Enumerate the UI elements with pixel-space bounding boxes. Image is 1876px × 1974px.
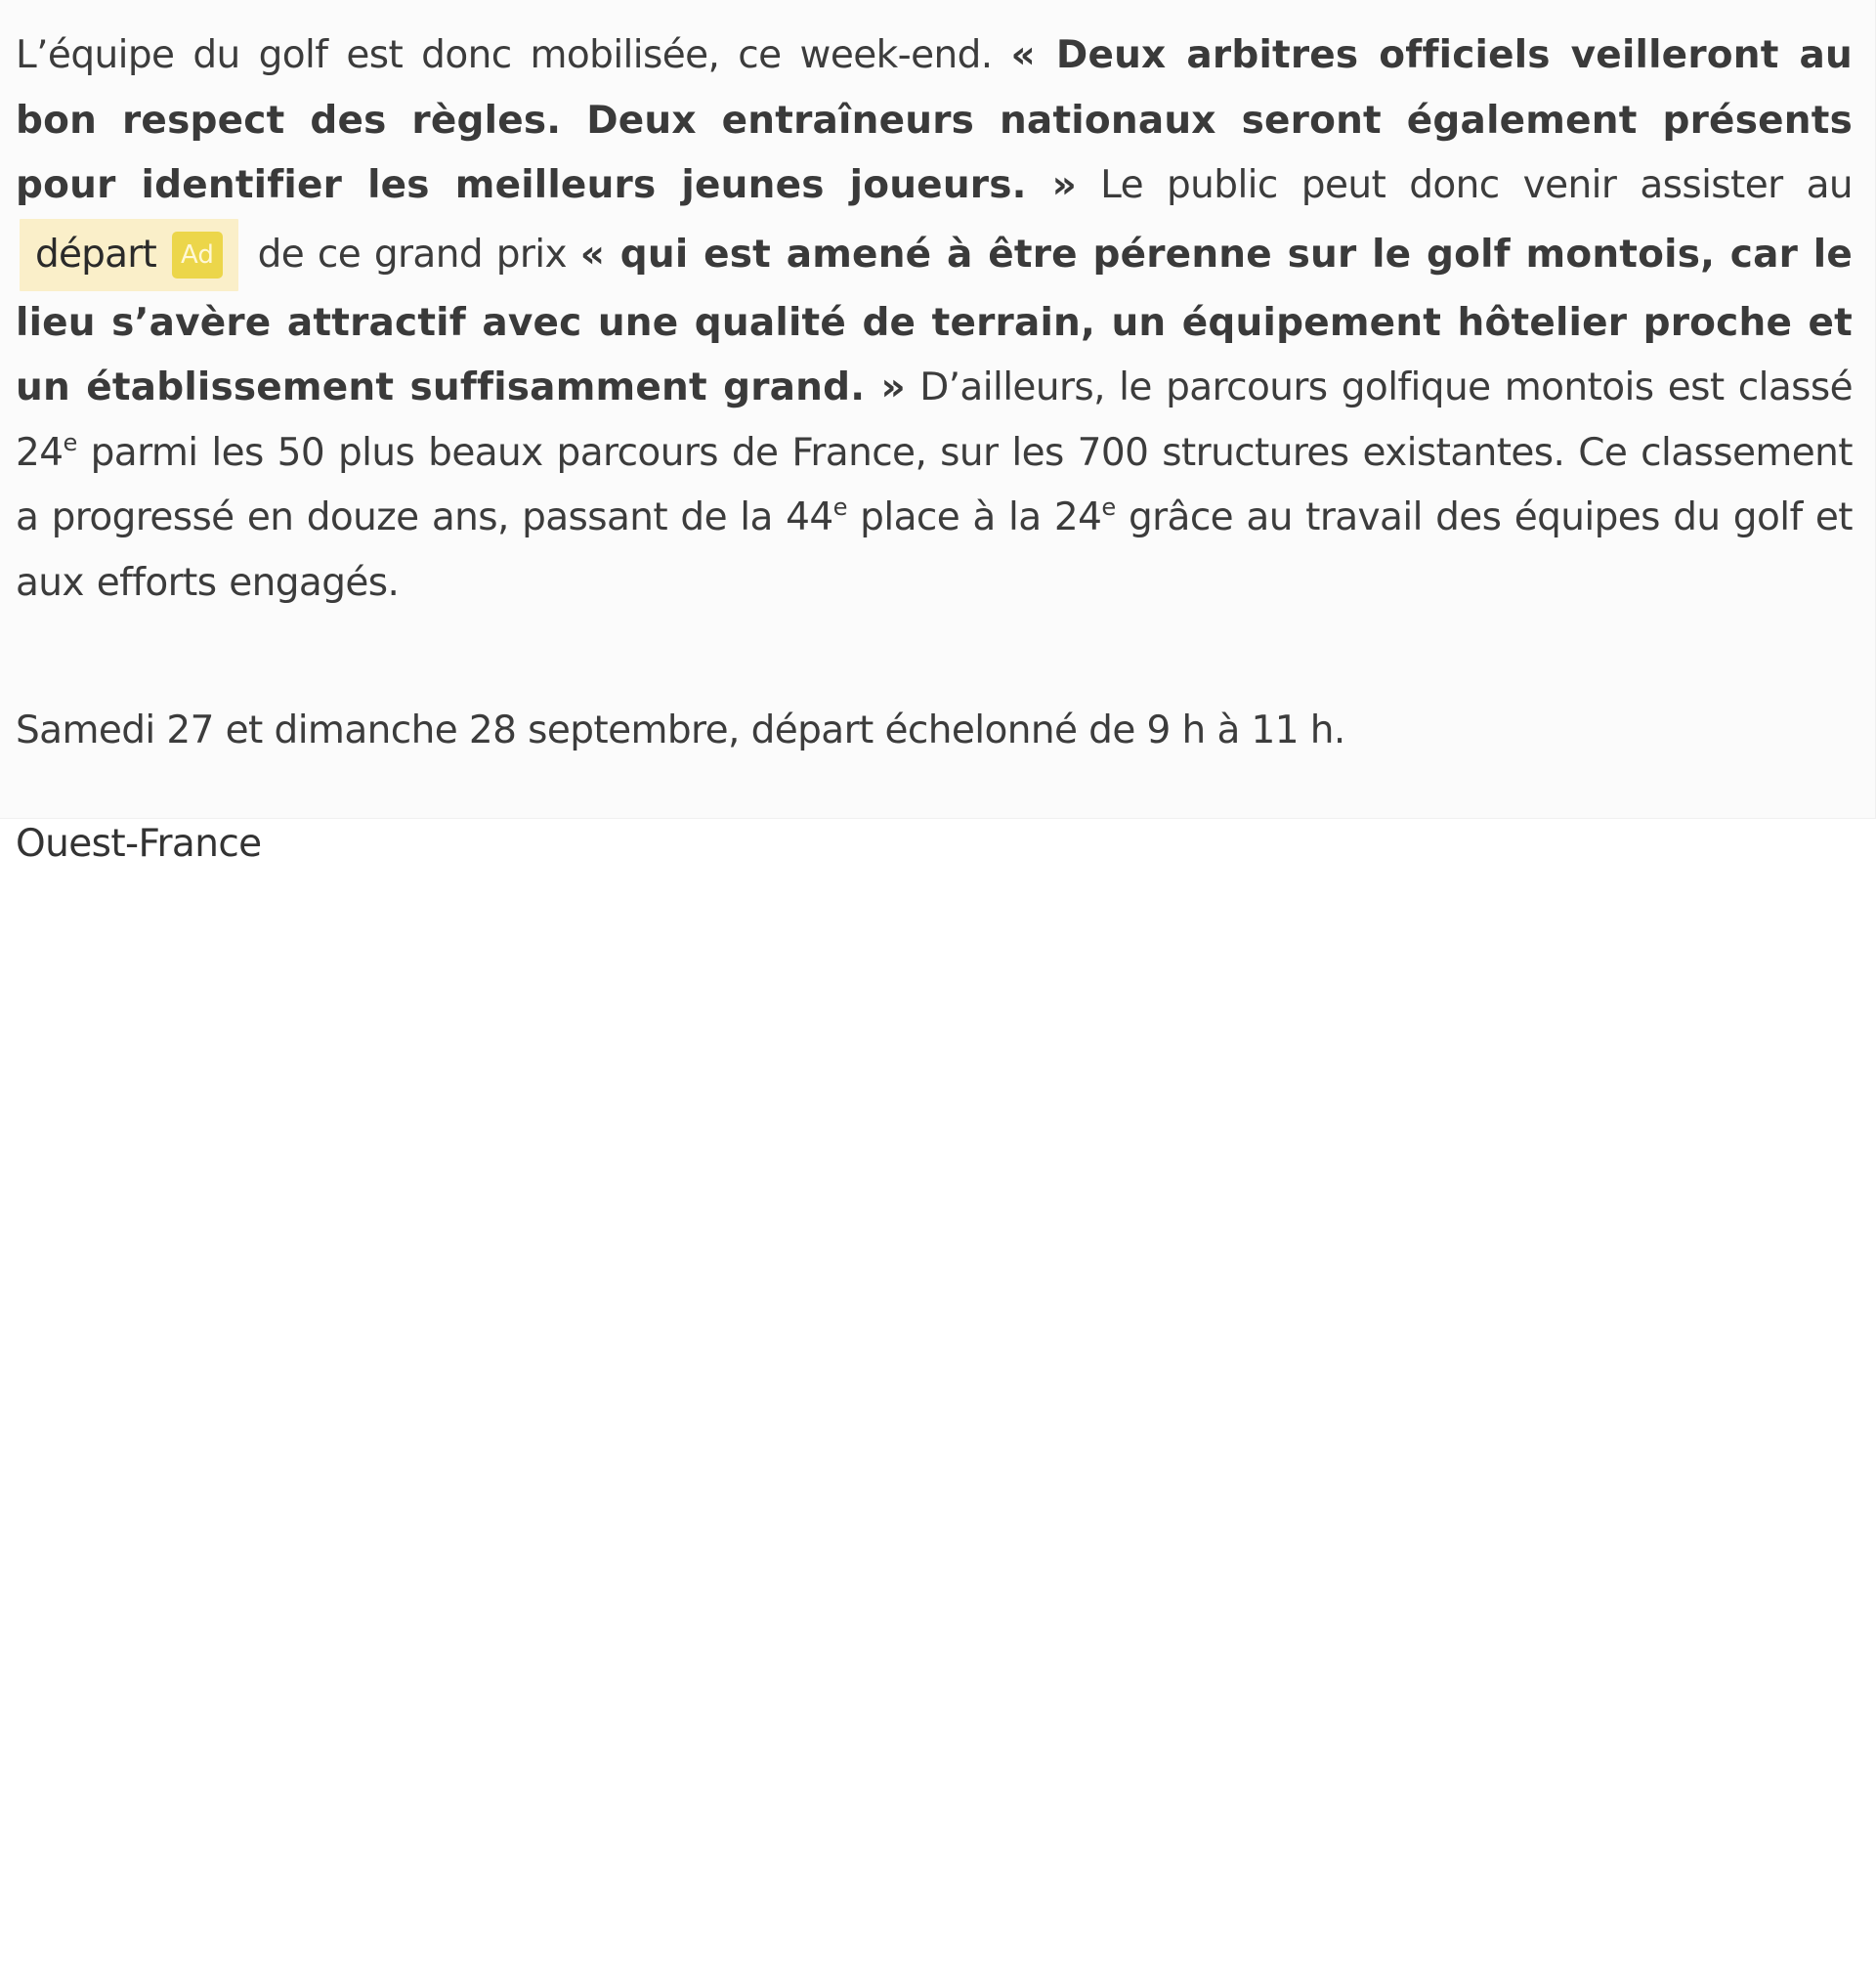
body-text: L’équipe du golf est donc mobilisée, ce week-end. xyxy=(16,33,1011,77)
quote-text: « Deux arbitres officiels veilleront au bon respect des règles. Deux entraîneurs nationaux seront également présents pour identifier les meilleurs jeunes joueurs. » xyxy=(16,33,1853,207)
quote-text: « qui est amené à être pérenne sur le golf montois, car le lieu s’avère attractif avec une qualité de terrain, un équipement hôtelier proche et un établissement suffisamment grand. » xyxy=(16,232,1853,409)
body-text: parmi les 50 plus beaux parcours de France, sur les 700 structures existantes. Ce classement a progressé en douze ans, passant de la 44 xyxy=(16,430,1853,539)
ordinal-suffix: e xyxy=(63,428,77,456)
body-text: de ce grand prix xyxy=(243,232,580,277)
body-text: Le public peut donc venir assister au xyxy=(1077,163,1854,207)
article-body xyxy=(16,23,1853,872)
article-paragraph xyxy=(16,23,1853,616)
body-text: grâce au travail des équipes du golf et aux efforts engagés. xyxy=(16,495,1853,605)
ordinal-suffix: e xyxy=(832,494,847,522)
ordinal-suffix: e xyxy=(1101,494,1116,522)
ad-keyword-link[interactable] xyxy=(20,219,238,291)
ad-keyword-label: départ xyxy=(35,232,156,277)
body-text: place à la 24 xyxy=(846,495,1102,539)
body-text: D’ailleurs, le parcours golfique montois est classé 24 xyxy=(16,365,1853,475)
event-dates: Samedi 27 et dimanche 28 septembre, départ échelonné de 9 h à 11 h. xyxy=(16,708,1345,752)
ad-badge: Ad xyxy=(172,232,223,279)
article-card xyxy=(0,0,1876,866)
article-source: Ouest-France xyxy=(16,822,262,866)
